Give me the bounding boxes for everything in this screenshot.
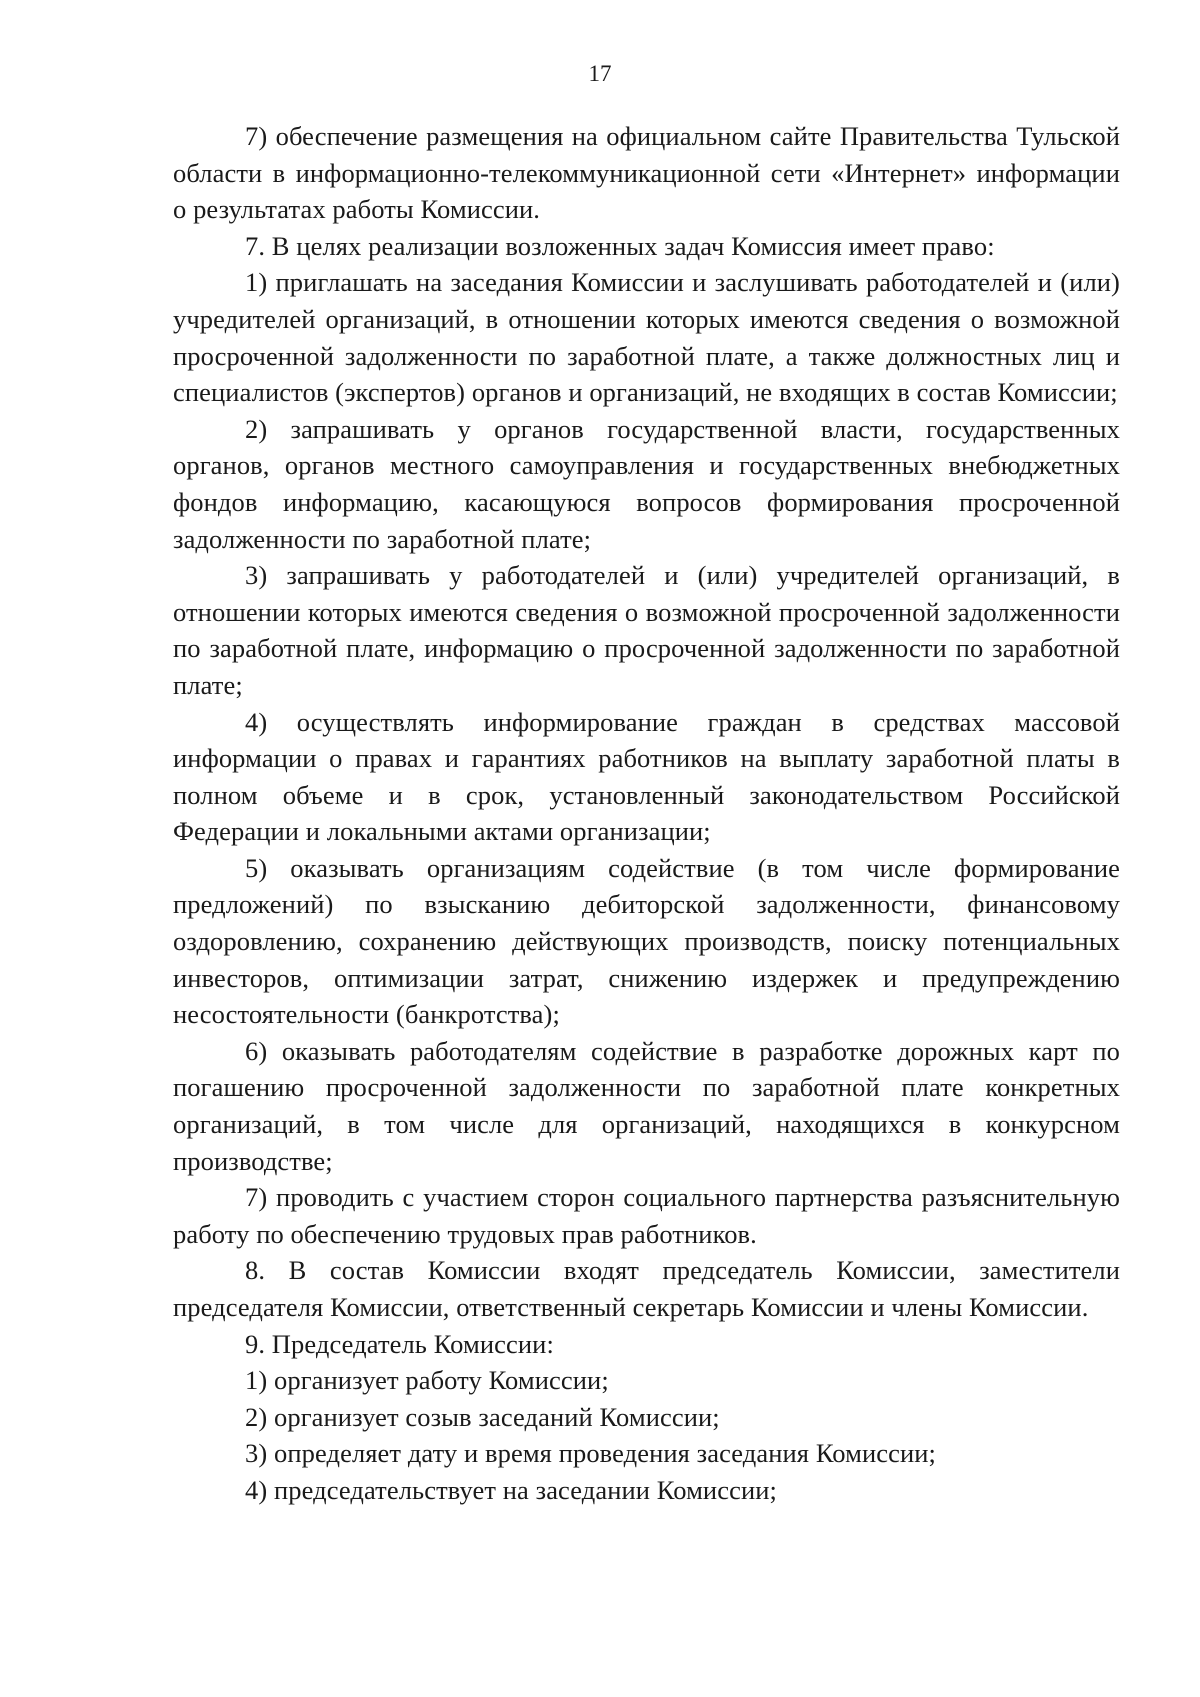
paragraph-right-1: 1) приглашать на заседания Комиссии и заслушивать работодателей и (или) учредителей организаций, в отношении которых имеются сведения о возможной просроченной задолженности по заработной плате, а также должностных лиц и специалистов (экспертов) органов и организаций, не входящих в состав Комиссии; bbox=[173, 267, 1120, 408]
paragraph-chairman-duty-3: 3) определяет дату и время проведения заседания Комиссии; bbox=[245, 1438, 937, 1469]
paragraph-right-7: 7) проводить с участием сторон социального партнерства разъяснительную работу по обеспечению трудовых прав работников. bbox=[173, 1182, 1120, 1249]
paragraph-chairman-duty-2: 2) организует созыв заседаний Комиссии; bbox=[245, 1401, 720, 1432]
page-number: 17 bbox=[588, 61, 612, 86]
paragraph-section-8-composition: 8. В состав Комиссии входят председатель Комиссии, заместители председателя Комиссии, ответственный секретарь Комиссии и члены Комиссии. bbox=[173, 1255, 1120, 1322]
paragraph-chairman-duty-1: 1) организует работу Комиссии; bbox=[245, 1365, 609, 1396]
document-body bbox=[173, 118, 1120, 1509]
paragraph-right-4: 4) осуществлять информирование граждан в средствах массовой информации о правах и гарантиях работников на выплату заработной платы в полном объеме и в срок, установленный законодательством Российской Федерации и локальными актами организации; bbox=[173, 706, 1120, 847]
paragraph-section-7-rights: 7. В целях реализации возложенных задач Комиссия имеет право: bbox=[245, 230, 995, 261]
paragraph-right-3: 3) запрашивать у работодателей и (или) учредителей организаций, в отношении которых имеются сведения о возможной просроченной задолженности по заработной плате, информацию о просроченной задолженности по заработной плате; bbox=[173, 560, 1120, 700]
paragraph-section-9-chairman: 9. Председатель Комиссии: bbox=[245, 1328, 554, 1359]
paragraph-item-7-publication: 7) обеспечение размещения на официальном сайте Правительства Тульской области в информационно-телекоммуникационной сети «Интернет» информации о результатах работы Комиссии. bbox=[173, 121, 1120, 225]
paragraph-right-6: 6) оказывать работодателям содействие в разработке дорожных карт по погашению просроченной задолженности по заработной плате конкретных организаций, в том числе для организаций, находящихся в конкурсном производстве; bbox=[173, 1035, 1120, 1176]
paragraph-chairman-duty-4: 4) председательствует на заседании Комиссии; bbox=[245, 1474, 777, 1505]
paragraph-right-5: 5) оказывать организациям содействие (в том числе формирование предложений) по взысканию дебиторской задолженности, финансовому оздоровлению, сохранению действующих производств, поиску потенциальных инвесторов, оптимизации затрат, снижению издержек и предупреждению несостоятельности (банкротства); bbox=[173, 852, 1120, 1030]
paragraph-right-2: 2) запрашивать у органов государственной власти, государственных органов, органов местного самоуправления и государственных внебюджетных фондов информацию, касающуюся вопросов формирования просроченной задолженности по заработной плате; bbox=[173, 413, 1120, 554]
